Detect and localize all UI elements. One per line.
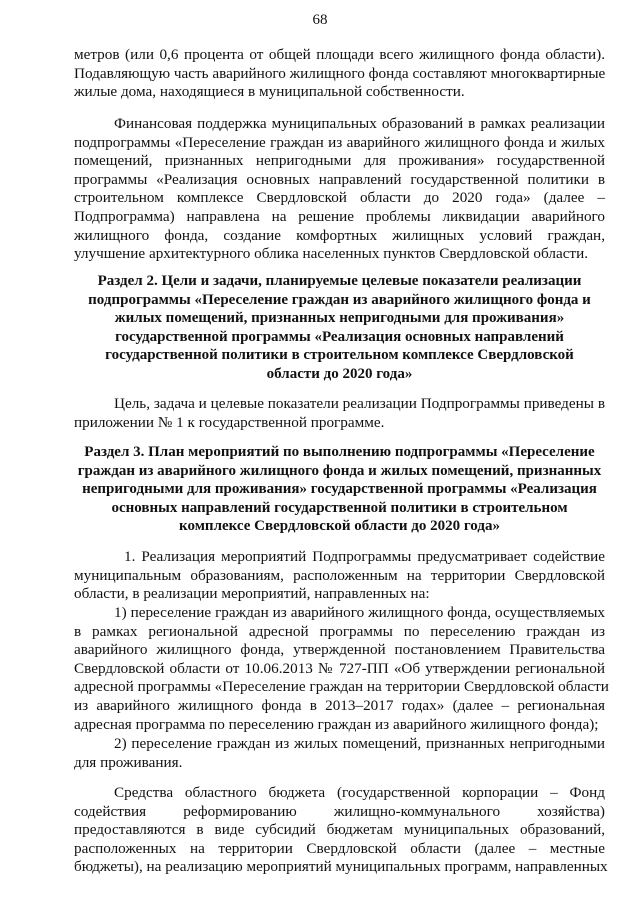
- paragraph-7: [74, 784, 608, 877]
- text-line: 1. Реализация мероприятий Подпрограммы предусматривает содействие: [124, 548, 605, 565]
- text-line: программы «Реализация основных направлений государственной политики в: [74, 170, 605, 188]
- text-line: 2) переселение граждан из жилых помещений, признанных непригодными: [114, 735, 605, 752]
- heading-line: Раздел 3. План мероприятий по выполнению подпрограммы «Переселение: [84, 444, 595, 460]
- heading-line: комплексе Свердловской области до 2020 года»: [179, 518, 500, 535]
- text-line: 1) переселение граждан из аварийного жилищного фонда, осуществляемых: [114, 604, 605, 621]
- section-3-heading: [74, 443, 605, 536]
- paragraph-3: [74, 395, 605, 432]
- text-line: в рамках региональной адресной программы по переселению граждан из: [74, 622, 605, 640]
- heading-line: Раздел 2. Цели и задачи, планируемые целевые показатели реализации: [97, 273, 582, 289]
- text-line: Подавляющую часть аварийного жилищного фонда составляют многоквартирные: [74, 64, 606, 82]
- text-line: Финансовая поддержка муниципальных образований в рамках реализации: [114, 115, 605, 132]
- text-line: аварийного жилищного фонда, утвержденной постановлением Правительства: [74, 641, 605, 659]
- paragraph-2: [74, 115, 605, 264]
- text-line: приложении № 1 к государственной программе.: [74, 413, 385, 431]
- paragraph-1: [74, 46, 605, 102]
- page-number: 68: [312, 12, 328, 28]
- heading-line: государственной политики в строительном комплексе Свердловской: [105, 347, 574, 364]
- text-line: бюджеты), на реализацию мероприятий муниципальных программ, направленных: [74, 858, 608, 876]
- heading-line: государственной программы «Реализация основных направлений: [115, 328, 564, 345]
- heading-line: жилых помещений, признанных непригодными для проживания»: [114, 310, 565, 327]
- heading-line: непригодными для проживания» государственной программы «Реализация: [82, 481, 597, 498]
- text-line: жилищного фонда, создание комфортных жилищных условий граждан,: [74, 226, 605, 244]
- text-line: для проживания.: [74, 753, 183, 771]
- text-line: жилые дома, находящиеся в муниципальной собственности.: [74, 83, 465, 101]
- text-line: Подпрограмма) направлена на решение проблемы ликвидации аварийного: [74, 207, 605, 225]
- paragraph-6: [74, 735, 605, 772]
- text-line: муниципальным образованиям, расположенным на территории Свердловской: [74, 566, 605, 584]
- paragraph-5: [74, 604, 609, 734]
- text-line: Свердловской области от 10.06.2013 № 727-ПП «Об утверждении региональной: [74, 659, 605, 677]
- text-line: строительном комплексе Свердловской области до 2020 года» (далее –: [74, 189, 605, 207]
- heading-line: подпрограммы «Переселение граждан из аварийного жилищного фонда и: [88, 291, 591, 308]
- heading-line: основных направлений государственной политики в строительном: [111, 499, 568, 516]
- text-line: адресной программы «Переселение граждан на территории Свердловской области: [74, 678, 609, 696]
- text-line: области, в реализации мероприятий, направленных на:: [74, 585, 430, 603]
- section-2-heading: [74, 272, 605, 384]
- text-line: Средства областного бюджета (государственной корпорации – Фонд: [114, 784, 605, 801]
- text-line: Цель, задача и целевые показатели реализации Подпрограммы приведены в: [114, 395, 605, 412]
- heading-line: области до 2020 года»: [266, 365, 413, 382]
- text-line: предоставляются в виде субсидий бюджетам муниципальных образований,: [74, 821, 605, 839]
- text-line: расположенных на территории Свердловской области (далее – местные: [74, 839, 605, 857]
- text-line: подпрограммы «Переселение граждан из аварийного жилищного фонда и жилых: [74, 133, 605, 151]
- text-line: содействия реформированию жилищно-коммунального хозяйства): [74, 802, 605, 820]
- text-line: метров (или 0,6 процента от общей площади всего жилищного фонда области).: [74, 46, 605, 63]
- text-line: помещений, признанных непригодными для проживания» государственной: [74, 152, 605, 170]
- paragraph-4: [74, 548, 605, 604]
- text-line: улучшение архитектурного облика населенных пунктов Свердловской области.: [74, 245, 588, 263]
- heading-line: граждан из аварийного жилищного фонда и жилых помещений, признанных: [77, 462, 602, 479]
- text-line: из аварийного жилищного фонда в 2013–2017 годах» (далее – региональная: [74, 696, 605, 714]
- text-line: адресная программа по переселению граждан из аварийного жилищного фонда);: [74, 715, 599, 733]
